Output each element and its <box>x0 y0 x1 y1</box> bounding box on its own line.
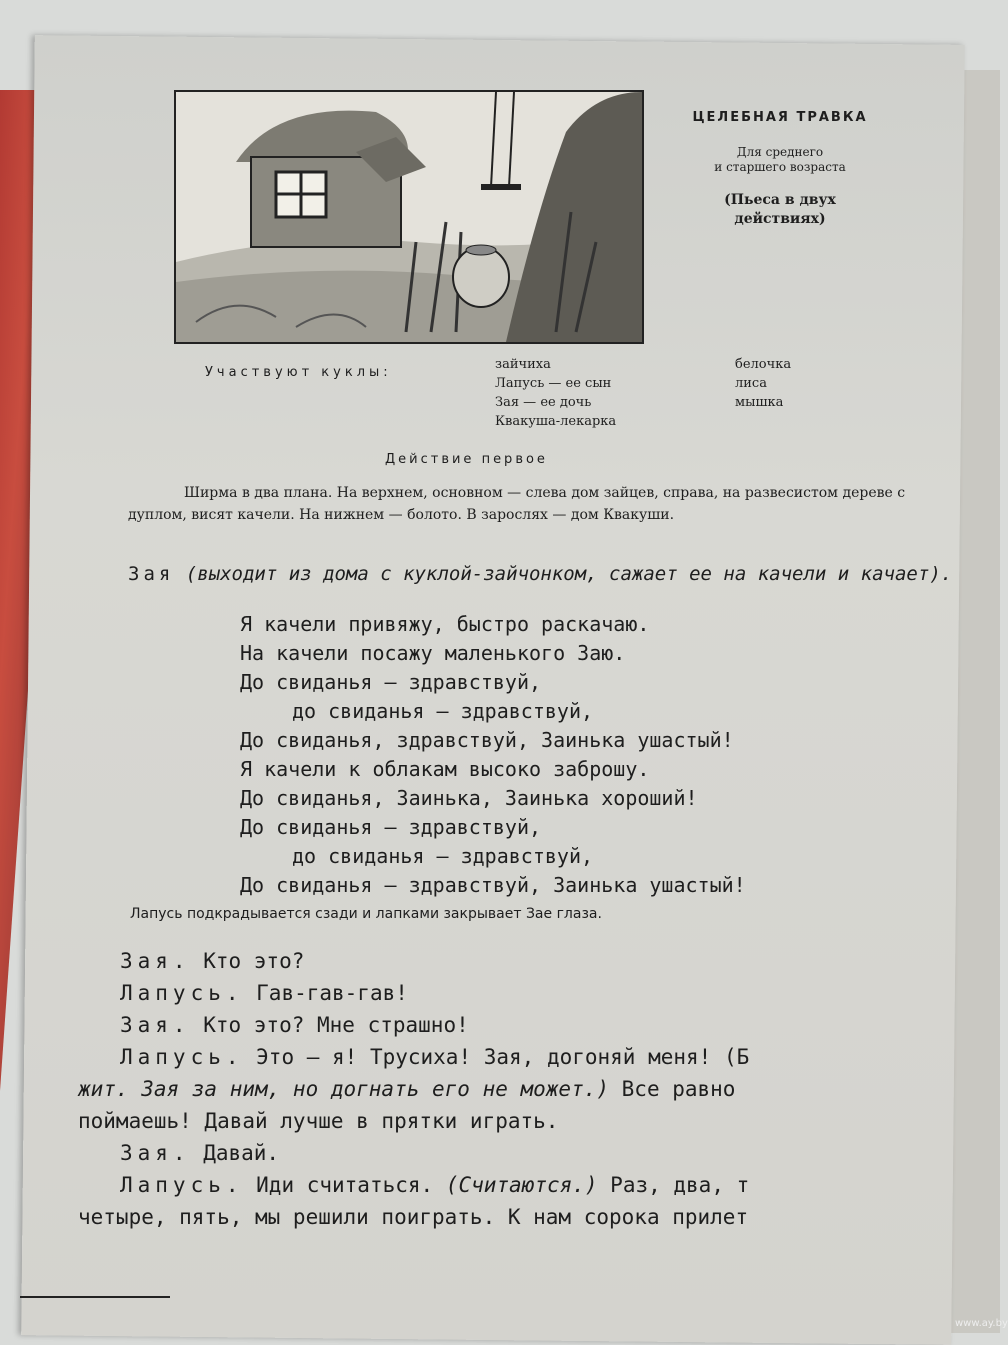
cast-item: Квакуша-лекарка <box>495 414 617 429</box>
speaker-name: Зая. <box>120 949 191 973</box>
verse-line: До свиданья, Заинька, Заинька хороший! <box>240 786 698 810</box>
watermark: www.ay.by <box>955 1318 1008 1329</box>
cast-item: Зая — ее дочь <box>495 395 592 410</box>
verse-line: Я качели к облакам высоко заброшу. <box>240 757 650 781</box>
line-direction: жит. Зая за ним, но догнать его не может.) <box>78 1077 610 1101</box>
dialogue <box>78 945 1008 1233</box>
speaker-name: Лапусь. <box>120 981 244 1005</box>
verse-line: До свиданья, здравствуй, Заинька ушастый! <box>240 728 734 752</box>
cast-column-1 <box>495 355 616 431</box>
cast-item: белочка <box>735 357 792 372</box>
dialogue-line <box>78 1105 1008 1137</box>
dialogue-line <box>78 1041 1008 1073</box>
illustration-hare-house <box>174 90 644 344</box>
dialogue-line <box>78 977 1008 1009</box>
dialogue-line <box>78 945 1008 977</box>
line-text: Кто это? <box>190 949 305 973</box>
speaker-name: Лапусь. <box>120 1173 244 1197</box>
genre-note <box>660 191 900 229</box>
line-text: Гав-гав-гав! <box>243 981 408 1005</box>
line-text: Иди считаться. <box>243 1173 446 1197</box>
verse-line: До свиданья — здравствуй, <box>240 815 542 839</box>
verse-line: до свиданья — здравствуй, <box>292 699 594 723</box>
line-text: Давай. <box>190 1141 280 1165</box>
entry-action: (выходит из дома с куклой-зайчонком, сажает ее на качели и качает). <box>185 563 953 585</box>
play-heading <box>660 110 900 229</box>
verse-line: До свиданья — здравствуй, <box>240 670 542 694</box>
line-text: четыре, пять, мы решили поиграть. К нам сорока прилет <box>78 1205 749 1229</box>
dialogue-line <box>78 1137 1008 1169</box>
dialogue-line <box>78 1201 1008 1233</box>
dialogue-line <box>78 1009 1008 1041</box>
verse-line: На качели посажу маленького Заю. <box>240 641 626 665</box>
audience-note <box>660 145 900 175</box>
stage-direction: Ширма в два плана. На верхнем, основном — слева дом зайцев, справа, на развесистом дереве с дуплом, висят качели. На нижнем — болото. В зарослях — дом Квакуши. <box>128 485 906 523</box>
audience-line-1: Для среднего <box>736 145 824 159</box>
line-text: Раз, два, т <box>597 1173 750 1197</box>
speaker-name: Зая. <box>120 1013 191 1037</box>
line-text: Это — я! Трусиха! Зая, догоняй меня! (Б <box>243 1045 750 1069</box>
speaker-name: Лапусь. <box>120 1045 244 1069</box>
song-verse <box>240 610 746 900</box>
genre-line-1: (Пьеса в двух <box>724 192 836 208</box>
cast-column-2 <box>735 355 791 412</box>
entry-direction <box>128 560 968 588</box>
cast-item: лиса <box>735 376 767 391</box>
play-title: ЦЕЛЕБНАЯ ТРАВКА <box>692 110 868 125</box>
cast-item: мышка <box>735 395 784 410</box>
audience-line-2: и старшего возраста <box>714 160 846 174</box>
verse-line: До свиданья — здравствуй, Заинька ушастый! <box>240 873 746 897</box>
cast-label: Участвуют куклы: <box>205 365 392 380</box>
line-text: Кто это? Мне страшно! <box>190 1013 469 1037</box>
verse-line: Я качели привяжу, быстро раскачаю. <box>240 612 650 636</box>
genre-line-2: действиях) <box>734 211 826 227</box>
speaker-name: Зая. <box>120 1141 191 1165</box>
line-text: Все равно <box>609 1077 736 1101</box>
act-heading: Действие первое <box>385 452 548 467</box>
stage-remark: Лапусь подкрадывается сзади и лапками закрывает Зае глаза. <box>130 906 602 922</box>
line-direction: (Считаются.) <box>445 1173 598 1197</box>
line-text: поймаешь! Давай лучше в прятки играть. <box>78 1109 559 1133</box>
footnote-rule <box>20 1296 170 1298</box>
speaker-name: Зая <box>128 563 175 585</box>
verse-line: до свиданья — здравствуй, <box>292 844 594 868</box>
dialogue-line <box>78 1169 1008 1201</box>
dialogue-line <box>78 1073 1008 1105</box>
cast-item: Лапусь — ее сын <box>495 376 612 391</box>
cast-item: зайчиха <box>495 357 551 372</box>
